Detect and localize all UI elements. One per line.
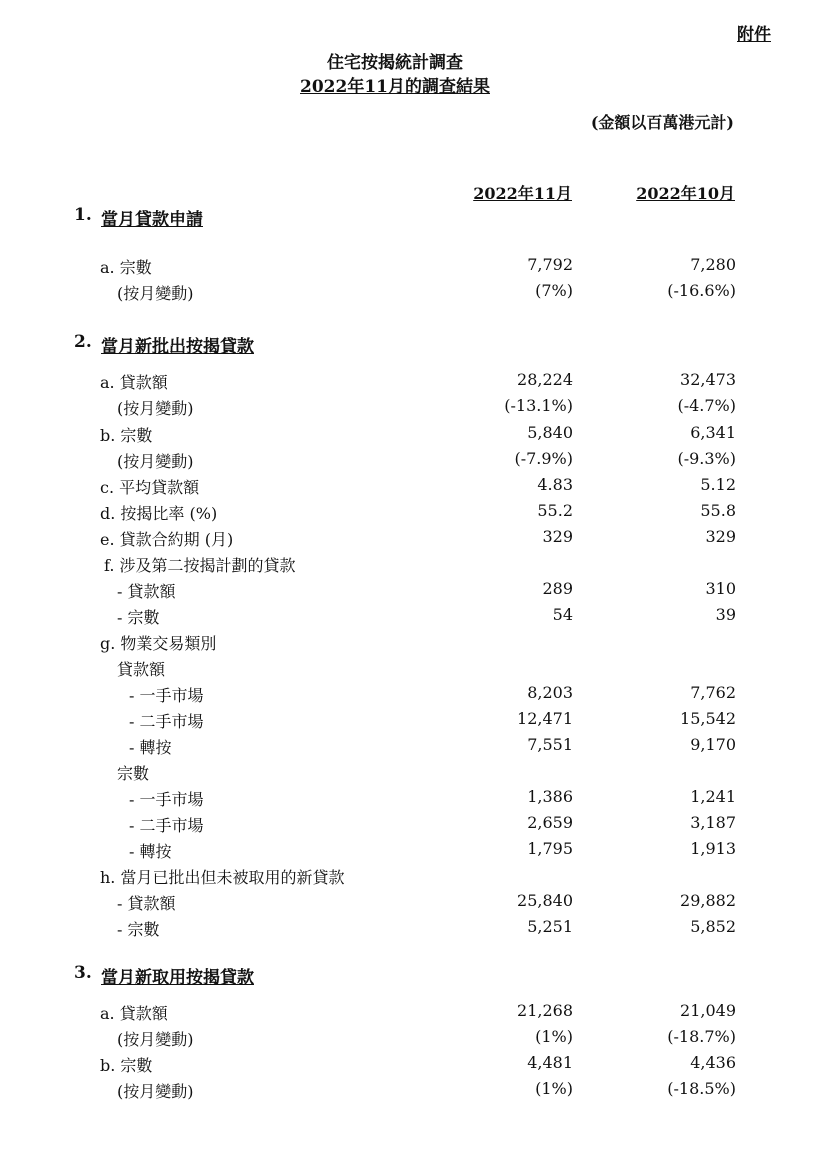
row-label: - 貸款額 xyxy=(117,894,176,913)
value-current: 7,551 xyxy=(527,735,573,754)
row-label: b. 宗數 xyxy=(100,1056,153,1075)
row-label: a. 宗數 xyxy=(100,258,152,277)
value-previous: 5.12 xyxy=(700,475,736,494)
value-current: 4,481 xyxy=(527,1053,573,1072)
value-current: 1,386 xyxy=(527,787,573,806)
value-current: (7%) xyxy=(535,281,573,300)
section-number: 3. xyxy=(74,963,92,983)
row-label: - 貸款額 xyxy=(117,582,176,601)
value-current: 289 xyxy=(542,579,573,598)
row-label: c. 平均貸款額 xyxy=(100,478,200,497)
value-current: 25,840 xyxy=(517,891,573,910)
row-label: d. 按揭比率 (%) xyxy=(100,504,218,523)
section-number: 1. xyxy=(74,205,92,225)
section-title: 當月新批出按揭貸款 xyxy=(101,337,254,357)
value-previous: 55.8 xyxy=(700,501,736,520)
column-header-current: 2022年11月 xyxy=(473,184,572,203)
value-previous: 15,542 xyxy=(680,709,736,728)
value-previous: 29,882 xyxy=(680,891,736,910)
row-label: e. 貸款合約期 (月) xyxy=(100,530,234,549)
row-label: - 二手市場 xyxy=(129,816,204,835)
value-current: 5,251 xyxy=(527,917,573,936)
value-current: 12,471 xyxy=(517,709,573,728)
value-previous: 310 xyxy=(705,579,736,598)
value-current: 21,268 xyxy=(517,1001,573,1020)
value-previous: 5,852 xyxy=(690,917,736,936)
value-current: (-13.1%) xyxy=(504,396,573,415)
value-previous: 1,913 xyxy=(690,839,736,858)
section-title: 當月貸款申請 xyxy=(101,210,203,230)
value-current: (-7.9%) xyxy=(514,449,573,468)
value-current: 55.2 xyxy=(537,501,573,520)
value-previous: 7,280 xyxy=(690,255,736,274)
row-label: - 轉按 xyxy=(129,738,172,757)
value-previous: 6,341 xyxy=(690,423,736,442)
value-previous: (-18.7%) xyxy=(667,1027,736,1046)
column-header-previous: 2022年10月 xyxy=(636,184,735,203)
row-label: b. 宗數 xyxy=(100,426,153,445)
row-label: h. 當月已批出但未被取用的新貸款 xyxy=(100,868,345,887)
value-previous: (-16.6%) xyxy=(667,281,736,300)
value-previous: 39 xyxy=(715,605,736,624)
value-previous: 21,049 xyxy=(680,1001,736,1020)
value-current: (1%) xyxy=(535,1027,573,1046)
row-label: 貸款額 xyxy=(117,660,166,679)
row-label: - 二手市場 xyxy=(129,712,204,731)
value-previous: 1,241 xyxy=(690,787,736,806)
row-label: g. 物業交易類別 xyxy=(100,634,217,653)
report-subtitle: 2022年11月的調查結果 xyxy=(300,77,490,97)
value-previous: 32,473 xyxy=(680,370,736,389)
value-previous: 329 xyxy=(705,527,736,546)
row-label: - 宗數 xyxy=(117,920,160,939)
row-label: 宗數 xyxy=(117,764,150,783)
row-label: - 宗數 xyxy=(117,608,160,627)
row-label: - 轉按 xyxy=(129,842,172,861)
row-label: a. 貸款額 xyxy=(100,1004,168,1023)
report-title: 住宅按揭統計調查 xyxy=(327,53,463,73)
value-current: 5,840 xyxy=(527,423,573,442)
value-previous: (-9.3%) xyxy=(677,449,736,468)
row-label: a. 貸款額 xyxy=(100,373,168,392)
row-label: (按月變動) xyxy=(117,1030,194,1049)
value-previous: (-4.7%) xyxy=(677,396,736,415)
annex-label: 附件 xyxy=(737,25,771,45)
value-previous: 4,436 xyxy=(690,1053,736,1072)
unit-note: (金額以百萬港元計) xyxy=(590,113,734,132)
value-current: 2,659 xyxy=(527,813,573,832)
value-current: 28,224 xyxy=(517,370,573,389)
row-label: (按月變動) xyxy=(117,1082,194,1101)
value-current: 1,795 xyxy=(527,839,573,858)
value-previous: 7,762 xyxy=(690,683,736,702)
value-previous: (-18.5%) xyxy=(667,1079,736,1098)
value-previous: 9,170 xyxy=(690,735,736,754)
value-current: 4.83 xyxy=(537,475,573,494)
section-number: 2. xyxy=(74,332,92,352)
row-label: - 一手市場 xyxy=(129,686,204,705)
row-label: (按月變動) xyxy=(117,399,194,418)
row-label: f. 涉及第二按揭計劃的貸款 xyxy=(104,556,296,575)
row-label: (按月變動) xyxy=(117,452,194,471)
value-previous: 3,187 xyxy=(690,813,736,832)
section-title: 當月新取用按揭貸款 xyxy=(101,968,254,988)
row-label: - 一手市場 xyxy=(129,790,204,809)
value-current: 7,792 xyxy=(527,255,573,274)
value-current: 329 xyxy=(542,527,573,546)
value-current: 8,203 xyxy=(527,683,573,702)
row-label: (按月變動) xyxy=(117,284,194,303)
value-current: (1%) xyxy=(535,1079,573,1098)
value-current: 54 xyxy=(552,605,573,624)
